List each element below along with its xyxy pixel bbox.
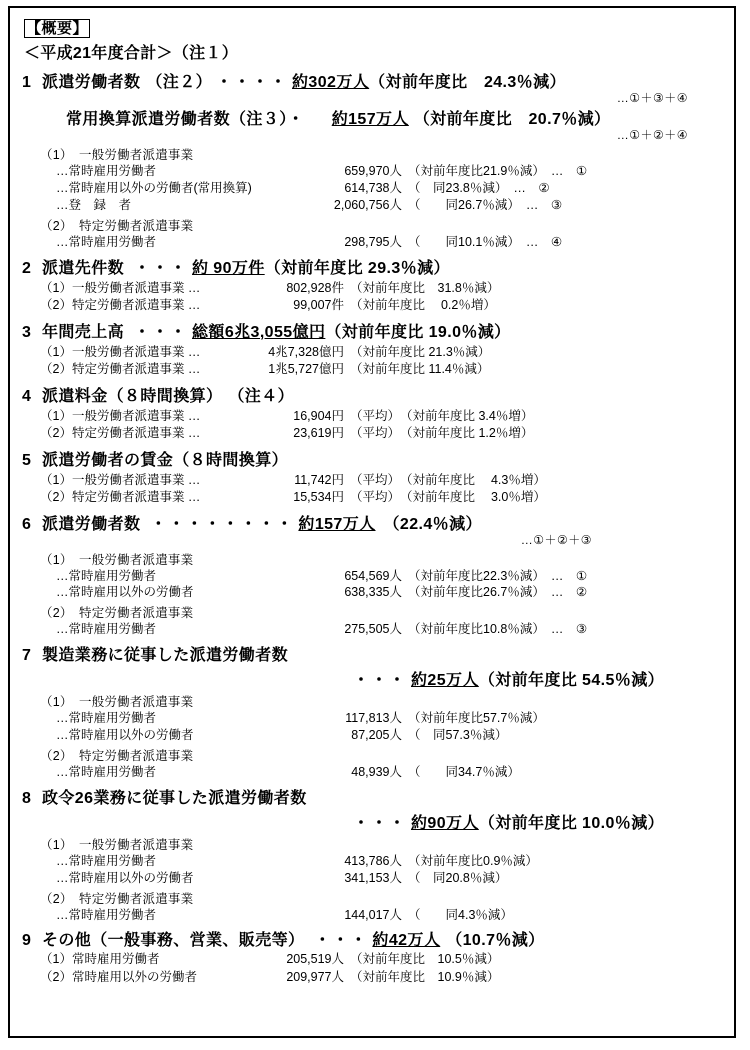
section-1-compare: （対前年度比 24.3％減） [369, 74, 566, 91]
row-compare-pct: 20.8％減） [445, 870, 508, 885]
row-label: （1）一般労働者派遣事業 … [40, 472, 201, 487]
row-compare [402, 727, 507, 744]
section-7-group-1-label: （1） 一般労働者派遣事業 [40, 695, 194, 710]
section-8-group-2 [40, 889, 722, 924]
section-7-heading [22, 642, 722, 665]
section-9-title: その他（一般事務、営業、販売等） [42, 932, 305, 950]
row-value: 2,060,756人 [333, 197, 402, 212]
table-row [40, 870, 722, 887]
section-6-value: 約157万人 [298, 515, 376, 533]
table-row [40, 621, 722, 638]
section-3-number: 3 [22, 323, 32, 341]
row-compare: （対前年度比 21.3％減） [350, 344, 491, 359]
row-value: 638,335人 [344, 585, 402, 600]
section-2-number: 2 [22, 259, 32, 277]
section-8-heading [22, 785, 722, 808]
row-label: …登 録 者 [56, 197, 132, 212]
section-6-group-1-label: （1） 一般労働者派遣事業 [40, 552, 194, 567]
section-1-sub-title: 常用換算派遣労働者数（注３）・ [66, 111, 305, 128]
row-value: 413,786人 [344, 853, 402, 868]
row-label: （2）特定労働者派遣事業 … [40, 490, 201, 504]
row-label: …常時雇用以外の労働者 [56, 870, 194, 885]
row-compare-open: （ 同 [408, 234, 459, 249]
row-value: 4兆7,328億円 [268, 344, 344, 359]
row-label: …常時雇用以外の労働者(常用換算) [56, 180, 252, 195]
section-1-formula: …①＋③＋④ [616, 91, 688, 105]
row-value: 298,795人 [344, 234, 402, 249]
section-3-title: 年間売上高 [42, 323, 125, 341]
section-4-title: 派遣料金（８時間換算） [42, 387, 223, 405]
row-compare [402, 568, 545, 585]
section-9-number: 9 [22, 932, 32, 950]
row-compare [402, 621, 545, 638]
section-1-title: 派遣労働者数 [42, 74, 141, 91]
section-8-group-1 [40, 835, 722, 887]
section-5-rows [40, 472, 722, 507]
row-compare-open: （対前年度比 [408, 853, 484, 868]
page-title-text: 【概要】 [26, 20, 89, 37]
section-3-compare: （対前年度比 19.0％減） [325, 323, 511, 341]
table-row [40, 361, 722, 379]
row-compare-open: （対前年度比 [408, 164, 484, 178]
row-compare-open: （対前年度比 [408, 568, 484, 583]
section-6-compare: （22.4％減） [383, 515, 482, 533]
row-compare: （対前年度比 11.4％減） [350, 362, 490, 376]
section-6-group-2-label: （2） 特定労働者派遣事業 [40, 606, 194, 621]
row-value: 48,939人 [351, 764, 402, 779]
section-1-number: 1 [22, 74, 32, 91]
row-label: …常時雇用労働者 [56, 764, 157, 779]
row-compare: （平均） （対前年度比 1.2％増） [350, 426, 534, 440]
row-label: …常時雇用労働者 [56, 234, 157, 249]
row-compare [402, 234, 520, 251]
section-9-rows [40, 951, 722, 986]
section-8-title: 政令26業務に従事した派遣労働者数 [42, 789, 307, 807]
table-row [40, 472, 722, 490]
table-row [40, 197, 722, 214]
section-1-group-1-label: （1） 一般労働者派遣事業 [40, 148, 194, 162]
row-compare-open: （ 同 [408, 197, 459, 212]
row-value: 654,569人 [344, 568, 402, 583]
section-3-rows [40, 344, 722, 379]
row-label: …常時雇用労働者 [56, 164, 157, 178]
section-7 [22, 642, 722, 781]
section-1-group-2-label: （2） 特定労働者派遣事業 [40, 218, 194, 233]
row-compare-pct: 26.7％減） [458, 197, 520, 212]
section-1-dots: ・・・・ [216, 74, 289, 91]
row-value: 15,534円 [293, 490, 344, 504]
row-compare: （平均） （対前年度比 4.3％増） [350, 472, 546, 487]
section-5-title: 派遣労働者の賃金（８時間換算） [42, 451, 289, 469]
row-label: …常時雇用労働者 [56, 711, 157, 726]
table-row [40, 425, 722, 443]
row-compare-pct: 26.7％減） [483, 585, 545, 600]
section-8-value: 約90万人 [411, 814, 479, 832]
row-compare-open: （対前年度比 [408, 711, 484, 726]
table-row [40, 234, 722, 251]
table-row [40, 951, 722, 969]
row-label: （2）特定労働者派遣事業 … [40, 362, 201, 376]
row-compare [402, 764, 520, 781]
row-label: …常時雇用労働者 [56, 622, 157, 637]
row-value: 23,619円 [293, 426, 344, 440]
section-3-dots: ・・・ [134, 323, 189, 341]
row-compare: （対前年度比 10.9％減） [350, 969, 500, 984]
section-9-dots: ・・・ [314, 932, 369, 950]
row-tag: … ③ [525, 197, 563, 212]
row-value: 659,970人 [344, 164, 402, 178]
section-2-compare: （対前年度比 29.3％減） [264, 259, 450, 277]
table-row [40, 280, 722, 298]
row-compare [402, 870, 507, 887]
row-compare-pct: 21.9％減） [483, 164, 545, 178]
row-compare: （対前年度比 31.8％減） [350, 280, 500, 295]
row-compare-pct: 22.3％減） [483, 568, 545, 583]
section-6-formula: …①＋②＋③ [520, 532, 592, 547]
row-compare-pct: 4.3％減） [458, 907, 513, 922]
section-8 [22, 785, 722, 924]
table-row [40, 180, 722, 197]
row-compare-pct: 34.7％減） [458, 764, 520, 779]
row-value: 16,904円 [293, 408, 344, 423]
row-tag: … ② [513, 180, 550, 195]
table-row [40, 969, 722, 987]
row-label: …常時雇用労働者 [56, 907, 157, 922]
section-4-note: （注４） [228, 387, 295, 405]
section-8-subheading [22, 810, 722, 833]
row-value: 99,007件 [293, 298, 344, 312]
row-compare: （対前年度比 0.2％増） [350, 298, 496, 312]
row-value: 209,977人 [286, 969, 344, 984]
section-9-value: 約42万人 [372, 932, 441, 950]
row-label: …常時雇用以外の労働者 [56, 728, 194, 742]
row-value: 87,205人 [351, 728, 402, 742]
table-row [40, 568, 722, 585]
row-value: 341,153人 [344, 870, 402, 885]
section-3-value: 総額6兆3,055億円 [192, 323, 326, 341]
section-4-number: 4 [22, 387, 32, 405]
row-label: （1）常時雇用労働者 [40, 952, 160, 967]
table-row [40, 710, 722, 727]
row-label: （2）特定労働者派遣事業 … [40, 426, 201, 440]
row-tag: … ④ [525, 234, 563, 249]
section-2-heading [22, 255, 722, 278]
section-2-title: 派遣先件数 [42, 259, 125, 277]
row-label: （1）一般労働者派遣事業 … [40, 344, 201, 359]
row-value: 117,813人 [345, 711, 402, 726]
section-1-sub-compare: （対前年度比 20.7％減） [413, 111, 611, 128]
table-row [40, 584, 722, 601]
section-3-heading [22, 319, 722, 342]
section-7-group-2 [40, 746, 722, 781]
row-compare [402, 853, 538, 870]
section-1-note: （注２） [146, 74, 213, 91]
row-compare-pct: 23.8％減） [445, 180, 508, 195]
row-compare-open: （対前年度比 [408, 585, 484, 600]
section-6-dots: ・・・・・・・・ [150, 515, 295, 533]
table-row [40, 163, 722, 180]
row-label: …常時雇用労働者 [56, 568, 157, 583]
section-7-number: 7 [22, 647, 32, 665]
section-7-group-2-label: （2） 特定労働者派遣事業 [40, 748, 194, 763]
section-7-title: 製造業務に従事した派遣労働者数 [42, 647, 289, 665]
section-2-rows [40, 280, 722, 315]
section-1-value: 約302万人 [292, 74, 370, 91]
section-2-value: 約 90万件 [192, 259, 265, 277]
section-8-group-2-label: （2） 特定労働者派遣事業 [40, 891, 194, 906]
row-value: 144,017人 [344, 907, 402, 922]
row-tag: … ② [550, 585, 588, 600]
section-5-number: 5 [22, 451, 32, 469]
row-label: （2）常時雇用以外の労働者 [40, 969, 197, 984]
section-6-title: 派遣労働者数 [42, 515, 141, 533]
row-compare [402, 584, 545, 601]
section-1 [22, 69, 722, 251]
section-6 [22, 511, 722, 639]
row-label: （1）一般労働者派遣事業 … [40, 408, 201, 423]
section-9-compare: （10.7％減） [446, 932, 545, 950]
table-row [40, 408, 722, 426]
section-8-group-1-label: （1） 一般労働者派遣事業 [40, 837, 194, 852]
row-value: 1兆5,727億円 [268, 362, 344, 376]
row-compare-open: （ 同 [408, 870, 446, 885]
row-tag: … ③ [550, 622, 588, 637]
table-row [40, 907, 722, 924]
section-5-heading [22, 447, 722, 470]
table-row [40, 344, 722, 362]
document-page [8, 6, 736, 1038]
row-compare-open: （ 同 [408, 180, 446, 195]
section-9-heading [22, 927, 722, 950]
table-row [40, 764, 722, 781]
section-1-sub-formula: …①＋②＋④ [616, 128, 688, 142]
section-6-group-1 [40, 550, 722, 602]
row-value: 275,505人 [344, 622, 402, 637]
row-compare-open: （ 同 [408, 728, 446, 742]
section-7-subheading [22, 667, 722, 690]
section-8-dots: ・・・ [352, 814, 407, 832]
section-6-number: 6 [22, 515, 32, 533]
section-6-group-2 [40, 603, 722, 638]
row-compare [402, 907, 513, 924]
section-1-group-2 [40, 216, 722, 251]
section-4-rows [40, 408, 722, 443]
row-compare-pct: 10.1％減） [458, 234, 520, 249]
section-7-group-1 [40, 692, 722, 744]
row-compare [402, 163, 545, 180]
section-8-compare: （対前年度比 10.0％減） [478, 814, 664, 832]
row-tag: … ① [550, 164, 588, 178]
section-3 [22, 319, 722, 379]
page-title [24, 17, 722, 38]
row-compare-open: （ 同 [408, 764, 459, 779]
row-compare [402, 180, 507, 197]
row-tag: … ① [550, 568, 588, 583]
section-9 [22, 927, 722, 986]
row-value: 802,928件 [286, 280, 344, 295]
row-compare-pct: 10.8％減） [483, 622, 545, 637]
row-compare [402, 710, 545, 727]
table-row [40, 853, 722, 870]
table-row [40, 489, 722, 507]
row-compare-pct: 57.3％減） [445, 728, 508, 742]
row-label: …常時雇用労働者 [56, 853, 157, 868]
row-label: …常時雇用以外の労働者 [56, 585, 194, 600]
row-value: 205,519人 [286, 952, 344, 967]
section-7-value: 約25万人 [411, 672, 479, 690]
row-compare-pct: 57.7％減） [483, 711, 545, 726]
table-row [40, 297, 722, 315]
page-subtitle: ＜平成21年度合計＞（注１） [24, 45, 238, 62]
section-2 [22, 255, 722, 315]
row-compare: （平均） （対前年度比 3.4％増） [350, 408, 534, 423]
row-label: （2）特定労働者派遣事業 … [40, 298, 201, 312]
section-1-sub-value: 約157万人 [331, 111, 409, 128]
row-compare: （平均） （対前年度比 3.0％増） [350, 490, 546, 504]
section-7-dots: ・・・ [352, 672, 407, 690]
section-5 [22, 447, 722, 507]
section-4-heading [22, 383, 722, 406]
row-label: （1）一般労働者派遣事業 … [40, 280, 201, 295]
row-compare: （対前年度比 10.5％減） [350, 952, 500, 967]
row-value: 614,738人 [344, 180, 402, 195]
row-compare-pct: 0.9％減） [483, 853, 538, 868]
section-1-group-1 [40, 145, 722, 214]
row-compare-open: （対前年度比 [408, 622, 484, 637]
section-8-number: 8 [22, 789, 32, 807]
row-compare-open: （ 同 [408, 907, 459, 922]
section-2-dots: ・・・ [134, 259, 189, 277]
section-7-compare: （対前年度比 54.5％減） [478, 672, 664, 690]
row-value: 11,742円 [294, 472, 344, 487]
row-compare [402, 197, 520, 214]
table-row [40, 727, 722, 744]
section-4 [22, 383, 722, 443]
